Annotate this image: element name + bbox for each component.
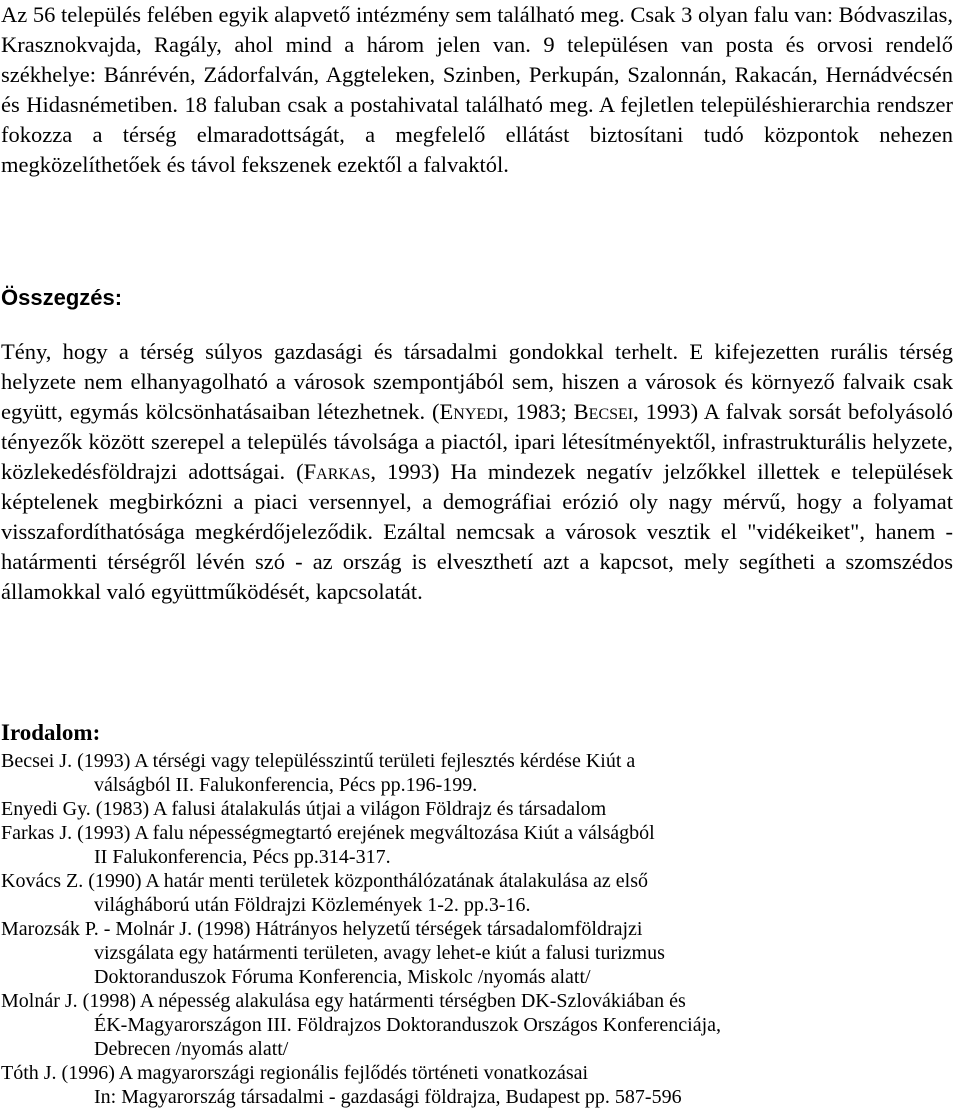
reference-entry	[1, 821, 953, 869]
reference-first-line: Enyedi Gy. (1983) A falusi átalakulás útjai a világon Földrajz és társadalom	[1, 798, 607, 820]
reference-entry	[1, 869, 953, 917]
reference-continuation-line: Debrecen /nyomás alatt/	[94, 1038, 289, 1060]
reference-continuation-line: In: Magyarország társadalmi - gazdasági földrajza, Budapest pp. 587-596	[94, 1086, 682, 1108]
reference-first-line: Becsei J. (1993) A térségi vagy településszintű területi fejlesztés kérdése Kiút a	[1, 750, 636, 772]
reference-continuation-line: vizsgálata egy határmenti területen, avagy lehet-e kiút a falusi turizmus	[94, 942, 665, 964]
summary-text-3: , 1993) A falvak sorsát befolyásoló tényezők között szerepel a település távolsága a piactól, ipari létesítményektől, infrastrukturális helyzete, közlekedésföldrajzi adottságai. (	[1, 399, 953, 484]
summary-text-4: , 1993) Ha mindezek negatív jelzőkkel illettek e települések képtelenek megbirkózni a piaci versennyel, a demográfiai erózió oly nagy mérvű, hogy a folyamat visszafordíthatósága megkérdőjeleződik. Ezáltal nemcsak a városok vesztik el "vidékeiket", hanem - határmenti térségről lévén szó - az ország is elveszthetí azt a kapcsot, mely segítheti a szomszédos államokkal való együttműködését, kapcsolatát.	[1, 459, 953, 604]
reference-first-line: Marozsák P. - Molnár J. (1998) Hátrányos helyzetű térségek társadalomföldrajzi	[1, 918, 643, 940]
reference-entry	[1, 749, 953, 797]
reference-continuation-line: válságból II. Falukonferencia, Pécs pp.196-199.	[94, 774, 478, 796]
reference-entry	[1, 1061, 953, 1109]
summary-text-2: , 1983;	[503, 399, 574, 424]
summary-paragraph	[1, 337, 953, 607]
reference-entry	[1, 797, 953, 821]
summary-heading: Összegzés:	[1, 285, 123, 310]
reference-first-line: Kovács Z. (1990) A határ menti területek központhálózatának átalakulása az első	[1, 870, 648, 892]
citation-author: Becsei	[573, 399, 634, 424]
reference-entry	[1, 917, 953, 989]
reference-continuation-line: világháború után Földrajzi Közlemények 1-2. pp.3-16.	[94, 894, 531, 916]
reference-continuation-line: ÉK-Magyarországon III. Földrajzos Doktoranduszok Országos Konferenciája,	[94, 1014, 722, 1036]
references-heading: Irodalom:	[1, 720, 101, 745]
citation-author: Enyedi	[439, 399, 504, 424]
references-list	[1, 749, 953, 1109]
reference-entry	[1, 989, 953, 1061]
summary-text-1: Tény, hogy a térség súlyos gazdasági és társadalmi gondokkal terhelt. E kifejezetten rurális térség helyzete nem elhanyagolható a városok szempontjából sem, hiszen a városok és környező falvaik csak együtt, egymás kölcsönhatásaiban létezhetnek. (	[1, 339, 953, 424]
reference-first-line: Molnár J. (1998) A népesség alakulása egy határmenti térségben DK-Szlovákiában és	[1, 990, 686, 1012]
reference-first-line: Tóth J. (1996) A magyarországi regionális fejlődés történeti vonatkozásai	[1, 1062, 589, 1084]
reference-continuation-line: II Falukonferencia, Pécs pp.314-317.	[94, 846, 391, 868]
reference-first-line: Farkas J. (1993) A falu népességmegtartó erejének megváltozása Kiút a válságból	[1, 822, 655, 844]
citation-author: Farkas	[303, 459, 371, 484]
intro-paragraph: Az 56 település felében egyik alapvető intézmény sem található meg. Csak 3 olyan falu van: Bódvaszilas, Krasznokvajda, Ragály, ahol mind a három jelen van. 9 településen van posta és orvosi rendelő székhelye: Bánrévén, Zádorfalván, Aggteleken, Szinben, Perkupán, Szalonnán, Rakacán, Hernádvécsén és Hidasnémetiben. 18 faluban csak a postahivatal található meg. A fejletlen településhierarchia rendszer fokozza a térség elmaradottságát, a megfelelő ellátást biztosítani tudó központok nehezen megközelíthetőek és távol fekszenek ezektől a falvaktól.	[1, 2, 953, 177]
reference-continuation-line: Doktoranduszok Fóruma Konferencia, Miskolc /nyomás alatt/	[94, 966, 591, 988]
